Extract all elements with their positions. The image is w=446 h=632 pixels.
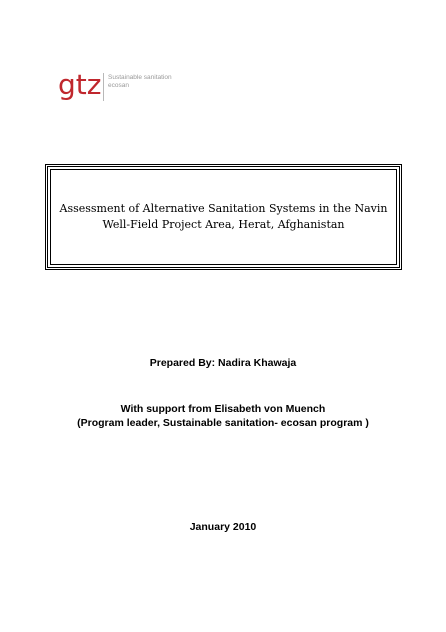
support-line-2: (Program leader, Sustainable sanitation- ecosan program ): [77, 417, 369, 429]
document-title-line-2: Well-Field Project Area, Herat, Afghanistan: [102, 218, 345, 231]
document-date: January 2010: [189, 521, 257, 533]
logo-tagline-line-1: Sustainable sanitation: [108, 74, 172, 81]
logo-tagline: [108, 74, 172, 90]
logo-tagline-line-2: ecosan: [108, 82, 129, 89]
document-title: [52, 201, 396, 233]
title-box: [45, 164, 402, 270]
prepared-by: Prepared By: Nadira Khawaja: [149, 357, 297, 369]
logo-mark: gtz: [58, 68, 102, 101]
document-title-line-1: Assessment of Alternative Sanitation Systems in the Navin: [59, 202, 388, 215]
support-line-1: With support from Elisabeth von Muench: [120, 403, 326, 415]
logo-divider: [103, 73, 104, 101]
